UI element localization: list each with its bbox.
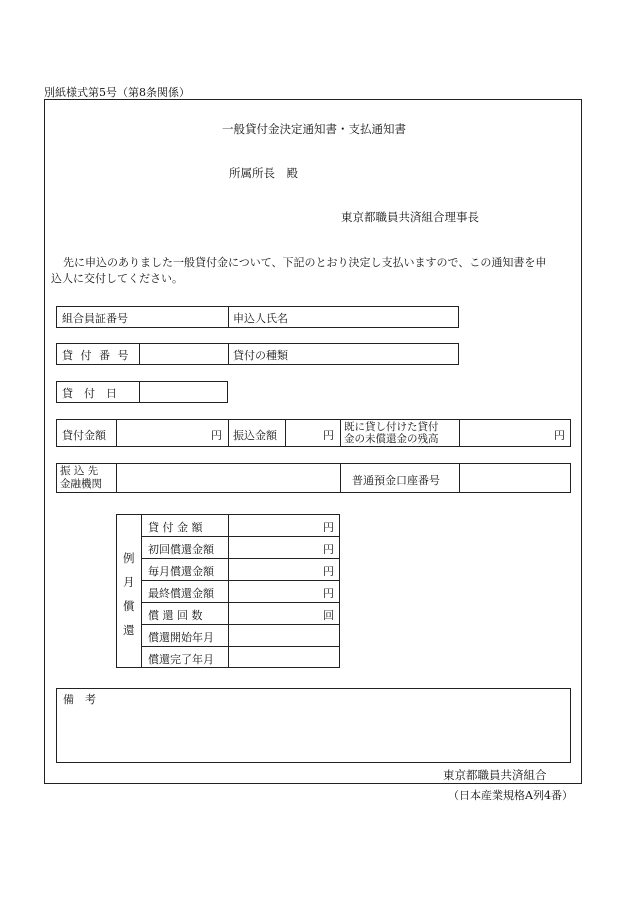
- repayment-row-label: 償 還 回 数: [148, 609, 203, 622]
- amount-row: [56, 419, 571, 447]
- sender: 東京都職員共済組合理事長: [341, 210, 479, 224]
- repayment-row-label: 最終償還金額: [148, 587, 214, 600]
- loan-date-label: 貸 付 日: [62, 387, 117, 400]
- member-card-label: 組合員証番号: [62, 312, 128, 325]
- repayment-char-1: 月: [123, 575, 135, 589]
- repayment-row-label: 償還完了年月: [148, 653, 214, 666]
- bank-row: [56, 463, 571, 493]
- outstanding-label-line2: 金の未償還金の残高: [344, 433, 439, 445]
- body-text-line2: 込人に交付してください。: [51, 272, 183, 285]
- loan-type-label: 貸付の種類: [233, 349, 288, 362]
- repayment-row-label: 貸 付 金 額: [148, 521, 203, 534]
- transfer-amount-label: 振込金額: [233, 429, 277, 442]
- bank-label-line2: 金融機関: [60, 478, 102, 490]
- outstanding-label: [344, 421, 439, 445]
- loan-number-label: 貸 付 番 号: [62, 349, 131, 362]
- repayment-row-label: 償還開始年月: [148, 631, 214, 644]
- repayment-row-unit: 円: [323, 521, 334, 534]
- remarks-label: 備 考: [63, 693, 96, 706]
- repayment-row-unit: 回: [323, 609, 334, 622]
- applicant-name-label: 申込人氏名: [233, 312, 288, 325]
- bank-label-line1: 振 込 先: [60, 465, 99, 477]
- footer-org: 東京都職員共済組合: [443, 768, 547, 782]
- recipient: 所属所長 殿: [229, 166, 298, 180]
- repayment-row-label: 毎月償還金額: [148, 565, 214, 578]
- loan-amount-label: 貸付金額: [62, 429, 106, 442]
- repayment-row-unit: 円: [323, 587, 334, 600]
- repayment-vertical-label: [123, 546, 135, 642]
- repayment-char-3: 還: [123, 623, 135, 637]
- account-number-label: 普通預金口座番号: [352, 474, 440, 487]
- form-id: 別紙様式第5号（第8条関係）: [44, 86, 190, 99]
- form-title: 一般貸付金決定通知書・支払通知書: [222, 122, 406, 136]
- loan-amount-unit: 円: [211, 429, 222, 442]
- paper-size-note: （日本産業規格A列4番）: [448, 789, 573, 802]
- outstanding-unit: 円: [554, 429, 565, 442]
- repayment-char-2: 償: [123, 599, 135, 613]
- outstanding-label-line1: 既に貸し付けた貸付: [344, 421, 439, 433]
- remarks-box: [56, 688, 571, 763]
- repayment-char-0: 例: [123, 551, 135, 565]
- repayment-row-unit: 円: [323, 565, 334, 578]
- repayment-row-label: 初回償還金額: [148, 543, 214, 556]
- transfer-amount-unit: 円: [323, 429, 334, 442]
- body-text-line1: 先に申込のありました一般貸付金について、下記のとおり決定し支払いますので、この通知書を申: [63, 256, 547, 269]
- bank-label: [60, 465, 102, 491]
- repayment-row-unit: 円: [323, 543, 334, 556]
